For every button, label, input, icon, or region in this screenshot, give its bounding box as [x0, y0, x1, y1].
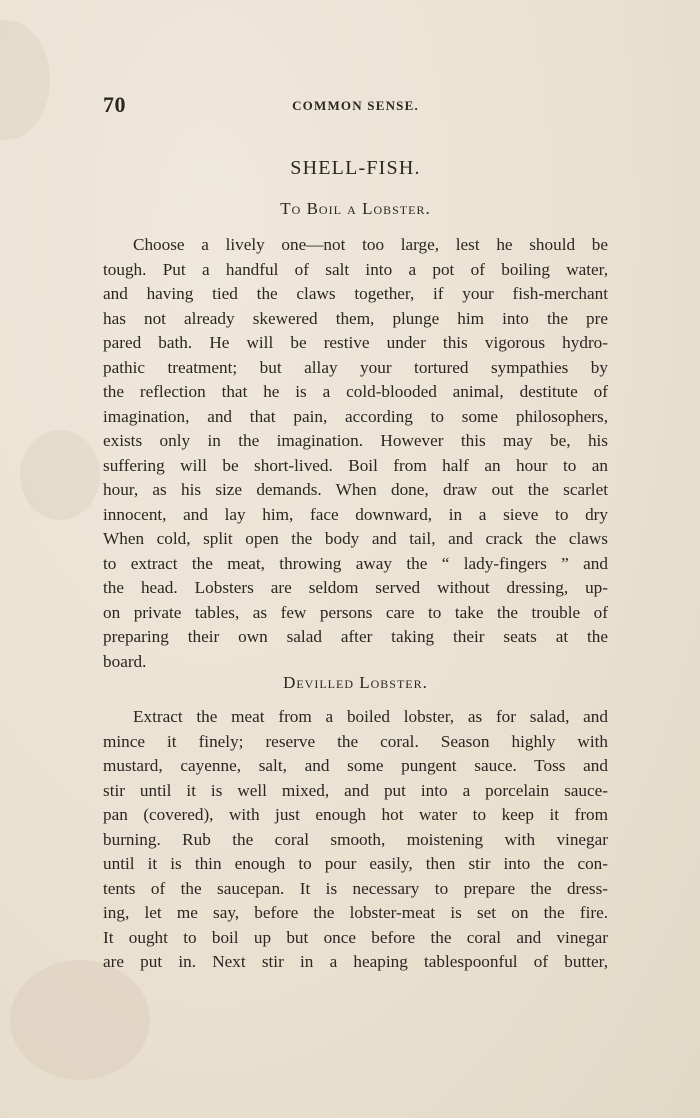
paper-stain — [20, 430, 100, 520]
text-line: are put in. Next stir in a heaping tablespoonful of butter, — [103, 952, 608, 971]
text-line: mince it finely; reserve the coral. Season highly with — [103, 731, 608, 751]
text-line: pan (covered), with just enough hot water to keep it from — [103, 805, 608, 824]
text-line: suffering will be short-lived. Boil from half an hour to an — [103, 455, 608, 475]
text-line: stir until it is well mixed, and put into a porcelain sauce- — [103, 780, 608, 800]
text-line: It ought to boil up but once before the coral and vinegar — [103, 927, 608, 947]
text-line: preparing their own salad after taking their seats at the — [103, 627, 608, 646]
text-line: tents of the saucepan. It is necessary to prepare the dress- — [103, 878, 608, 898]
text-line: tough. Put a handful of salt into a pot of boiling water, — [103, 259, 608, 279]
text-line: until it is thin enough to pour easily, then stir into the con- — [103, 854, 608, 873]
recipe-title-devilled-lobster: Devilled Lobster. — [283, 673, 428, 692]
running-head — [103, 92, 608, 122]
text-line: to extract the meat, throwing away the “ lady-fingers ” and — [103, 553, 608, 573]
recipe-text-devilled-lobster — [103, 705, 608, 975]
text-line: Choose a lively one—not too large, lest he should be — [133, 235, 608, 254]
text-line: innocent, and lay him, face downward, in a sieve to dry — [103, 504, 608, 524]
running-title: COMMON SENSE. — [292, 98, 419, 113]
recipe-text-boil-lobster — [103, 233, 608, 674]
text-line: When cold, split open the body and tail, and crack the claws — [103, 529, 608, 548]
paper-stain — [0, 20, 50, 140]
text-line: ing, let me say, before the lobster-meat is set on the fire. — [103, 903, 608, 922]
text-line: on private tables, as few persons care to take the trouble of — [103, 602, 608, 622]
text-line: burning. Rub the coral smooth, moistening with vinegar — [103, 829, 608, 849]
text-line: hour, as his size demands. When done, draw out the scarlet — [103, 480, 608, 499]
text-line: exists only in the imagination. However this may be, his — [103, 431, 608, 450]
text-line: mustard, cayenne, salt, and some pungent sauce. Toss and — [103, 756, 608, 775]
text-line: imagination, and that pain, according to some philosophers, — [103, 406, 608, 426]
text-line: has not already skewered them, plunge him into the pre — [103, 308, 608, 328]
text-line: the reflection that he is a cold-blooded animal, destitute of — [103, 382, 608, 401]
section-heading: SHELL-FISH. — [290, 157, 421, 179]
text-line: pathic treatment; but allay your tortured sympathies by — [103, 357, 608, 377]
paper-stain — [10, 960, 150, 1080]
text-line: and having tied the claws together, if your fish-merchant — [103, 284, 608, 303]
text-line: the head. Lobsters are seldom served without dressing, up- — [103, 578, 608, 597]
text-line: pared bath. He will be restive under this vigorous hydro- — [103, 333, 608, 352]
text-line: board. — [103, 651, 147, 671]
text-line: Extract the meat from a boiled lobster, as for salad, and — [133, 707, 608, 726]
page-number: 70 — [103, 92, 126, 117]
recipe-title-boil-lobster: To Boil a Lobster. — [280, 199, 431, 218]
